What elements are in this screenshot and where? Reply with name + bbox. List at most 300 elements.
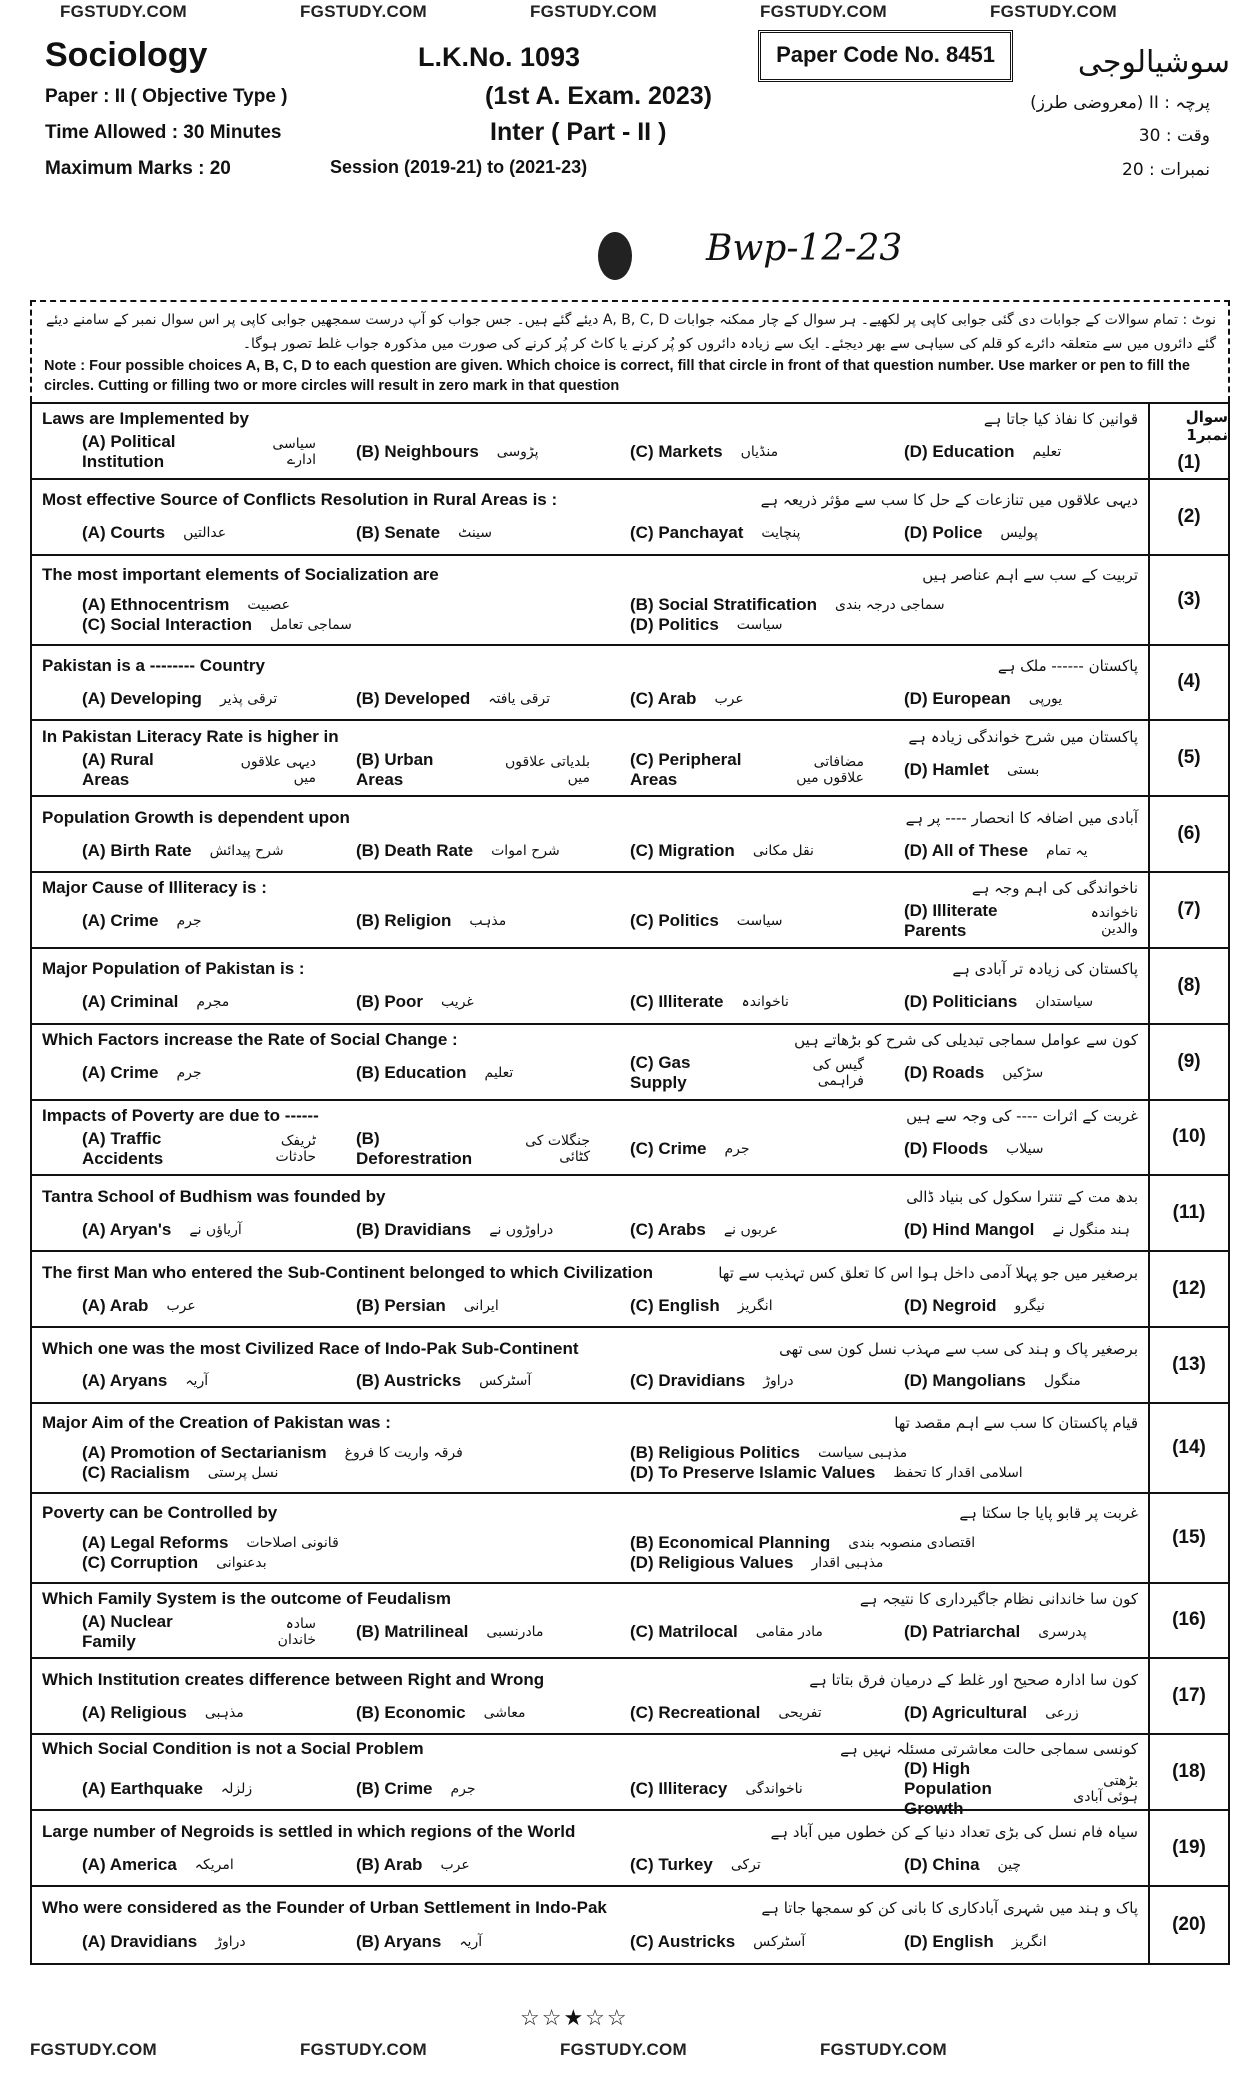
- option-label-urdu: مذہبی اقدار: [811, 1554, 884, 1571]
- option-label: (D) Religious Values: [630, 1552, 794, 1572]
- option-c: [590, 523, 864, 543]
- question-line: [42, 1263, 1138, 1283]
- question-line: [42, 1106, 1138, 1126]
- option-label: (A) Rural Areas: [82, 749, 154, 789]
- question-number: (11): [1172, 1202, 1206, 1224]
- option-b: [316, 1703, 590, 1723]
- question-text-urdu: غربت پر قابو پایا جا سکتا ہے: [959, 1503, 1138, 1522]
- option-label: (C) Illiteracy: [630, 1779, 728, 1799]
- option-label: (A) Crime: [82, 1063, 159, 1083]
- question-text-urdu: بدھ مت کے تنترا سکول کی بنیاد ڈالی: [906, 1187, 1138, 1206]
- option-label: (D) To Preserve Islamic Values: [630, 1462, 876, 1482]
- urdu-marks: نمبرات : 20: [1122, 160, 1210, 180]
- option-label: (C) Social Interaction: [82, 614, 253, 634]
- question-number-cell: [1148, 556, 1228, 644]
- option-a: [42, 1932, 316, 1952]
- option-label-urdu: عرب: [714, 690, 744, 707]
- question-number-cell: [1148, 797, 1228, 871]
- option-label-urdu: سیاست: [736, 616, 783, 633]
- question-number: (18): [1172, 1761, 1206, 1783]
- question-text-english: Which Factors increase the Rate of Social Change :: [42, 1030, 458, 1050]
- question-number: (19): [1172, 1837, 1206, 1859]
- question-body: [32, 1252, 1148, 1326]
- option-label: (B) Economic: [356, 1702, 466, 1722]
- option-c: [590, 1759, 864, 1819]
- option-label: (D) Agricultural: [904, 1702, 1028, 1722]
- lk-number: L.K.No. 1093: [418, 42, 581, 72]
- option-label-urdu: عربوں نے: [723, 1221, 778, 1238]
- options-group: [42, 1371, 1138, 1391]
- option-a: [42, 1703, 316, 1723]
- options-group: [42, 1612, 1138, 1652]
- option-a: [42, 1443, 590, 1463]
- option-a: [42, 1220, 316, 1240]
- question-body: [32, 1494, 1148, 1582]
- question-number-cell: [1148, 1176, 1228, 1250]
- option-label-urdu: چین: [997, 1856, 1022, 1873]
- option-a: [42, 689, 316, 709]
- option-label-urdu: سیاستدان: [1035, 994, 1094, 1011]
- option-label: (B) Crime: [356, 1779, 433, 1799]
- option-label-urdu: بستی: [1007, 761, 1040, 778]
- option-b: [316, 901, 590, 941]
- session: Session (2019-21) to (2021-23): [330, 157, 588, 177]
- options-group: [42, 689, 1138, 709]
- option-label: (D) Politicians: [904, 992, 1018, 1012]
- option-label-urdu: پنچایت: [761, 525, 801, 542]
- option-d: [864, 1703, 1138, 1723]
- option-b: [316, 1612, 590, 1652]
- note-english: Note : Four possible choices A, B, C, D to each question are given. Which choice is correct, fill that circle in front of that question number. Use marker or pen to fill the circles. Cutting or filling two or more circles will result in zero mark in that question: [44, 358, 1190, 394]
- question-text-urdu: سیاہ فام نسل کی بڑی تعداد دنیا کے کن خطوں میں آباد ہے: [770, 1822, 1138, 1841]
- option-label: (B) Aryans: [356, 1931, 442, 1951]
- option-label-urdu: بڑھتی ہوئی آبادی: [1073, 1773, 1138, 1806]
- option-b: [316, 1296, 590, 1316]
- option-a: [42, 1371, 316, 1391]
- option-label: (C) Turkey: [630, 1854, 713, 1874]
- option-label: (C) English: [630, 1295, 720, 1315]
- option-label-urdu: امریکہ: [194, 1856, 234, 1873]
- question-number: (14): [1172, 1436, 1206, 1458]
- question-row: [32, 404, 1228, 480]
- question-body: [32, 1328, 1148, 1402]
- option-label-urdu: سینٹ: [458, 525, 493, 542]
- option-label: (A) Aryan's: [82, 1219, 172, 1239]
- option-label-urdu: منگول: [1043, 1373, 1081, 1390]
- subject-title: Sociology: [45, 36, 208, 74]
- option-d: [864, 1371, 1138, 1391]
- option-c: [590, 1855, 864, 1875]
- paper-code: Paper Code No. 8451: [758, 30, 1013, 82]
- option-label: (D) Mangolians: [904, 1371, 1026, 1391]
- option-d: [864, 1220, 1138, 1240]
- question-line: [42, 409, 1138, 429]
- option-b: [316, 689, 590, 709]
- question-number-cell: [1148, 949, 1228, 1023]
- question-line: [42, 1339, 1138, 1359]
- question-number: (15): [1172, 1526, 1206, 1548]
- option-label-urdu: ناخواندگی: [745, 1781, 803, 1798]
- question-body: [32, 873, 1148, 947]
- option-label-urdu: ترکی: [730, 1856, 761, 1873]
- option-label: (C) Corruption: [82, 1552, 199, 1572]
- question-text-english: Which Institution creates difference between Right and Wrong: [42, 1669, 545, 1689]
- paper-info: Paper : II ( Objective Type ): [45, 86, 288, 107]
- option-label: (C) Dravidians: [630, 1371, 746, 1391]
- option-label-urdu: ناخواندہ والدین: [1090, 905, 1138, 938]
- option-label-urdu: پدرسری: [1038, 1623, 1087, 1640]
- option-label: (C) Recreational: [630, 1702, 761, 1722]
- option-label: (B) Senate: [356, 523, 441, 543]
- option-label-urdu: آسٹرکس: [753, 1933, 806, 1950]
- option-b: [316, 841, 590, 861]
- option-label: (A) Ethnocentrism: [82, 594, 230, 614]
- question-number: (1): [1177, 451, 1201, 473]
- question-text-english: Large number of Negroids is settled in which regions of the World: [42, 1821, 576, 1841]
- option-label: (C) Crime: [630, 1138, 707, 1158]
- question-text-english: Poverty can be Controlled by: [42, 1502, 278, 1522]
- option-label: (D) Politics: [630, 614, 719, 634]
- option-label: (D) High Population Growth: [904, 1759, 992, 1819]
- option-b: [316, 1759, 590, 1819]
- watermark: FGSTUDY.COM: [760, 2, 888, 21]
- option-b: [590, 595, 1138, 615]
- option-c: [590, 1932, 864, 1952]
- watermark: FGSTUDY.COM: [300, 2, 428, 21]
- option-d: [864, 841, 1138, 861]
- option-label: (A) Birth Rate: [82, 840, 192, 860]
- question-number: (13): [1172, 1354, 1206, 1376]
- option-label-urdu: زلزلہ: [220, 1781, 253, 1798]
- options-group: [42, 992, 1138, 1012]
- question-number-cell: [1148, 1404, 1228, 1492]
- option-label-urdu: انگریز: [1011, 1933, 1047, 1950]
- option-a: [42, 1612, 316, 1652]
- option-label: (B) Poor: [356, 992, 424, 1012]
- option-label-urdu: دراوڑوں نے: [489, 1221, 554, 1238]
- question-row: [32, 646, 1228, 722]
- question-number-cell: [1148, 1252, 1228, 1326]
- options-group: [42, 1053, 1138, 1093]
- option-label: (B) Developed: [356, 688, 471, 708]
- options-group: [42, 1220, 1138, 1240]
- option-label: (B) Persian: [356, 1295, 446, 1315]
- option-label: (A) Courts: [82, 523, 166, 543]
- question-body: [32, 1584, 1148, 1658]
- option-d: [864, 689, 1138, 709]
- question-text-english: The first Man who entered the Sub-Continent belonged to which Civilization: [42, 1262, 654, 1282]
- question-body: [32, 480, 1148, 554]
- question-row: [32, 873, 1228, 949]
- option-label: (B) Economical Planning: [630, 1532, 831, 1552]
- option-label-urdu: سیلاب: [1006, 1140, 1044, 1157]
- option-c: [590, 689, 864, 709]
- option-a: [42, 1296, 316, 1316]
- option-d: [864, 1612, 1138, 1652]
- option-label-urdu: غریب: [441, 994, 474, 1011]
- option-label: (C) Matrilocal: [630, 1621, 738, 1641]
- instructions-note: [30, 300, 1230, 402]
- option-c: [42, 615, 590, 635]
- question-text-english: Which Social Condition is not a Social Problem: [42, 1739, 424, 1759]
- option-label-urdu: سادہ خاندان: [277, 1615, 316, 1648]
- question-row: [32, 1811, 1228, 1887]
- time-allowed: Time Allowed : 30 Minutes: [45, 122, 282, 143]
- question-number-cell: [1148, 1659, 1228, 1733]
- question-text-english: In Pakistan Literacy Rate is higher in: [42, 726, 339, 746]
- option-b: [316, 1220, 590, 1240]
- option-label-urdu: معاشی: [483, 1704, 526, 1721]
- option-d: [864, 1053, 1138, 1093]
- handwritten-code: Bwp-12-23: [706, 228, 903, 269]
- question-text-urdu: پاکستان کی زیادہ تر آبادی ہے: [952, 960, 1138, 979]
- option-label-urdu: ٹریفک حادثات: [275, 1132, 316, 1165]
- question-body: [32, 1404, 1148, 1492]
- question-text-urdu: کون سے عوامل سماجی تبدیلی کی شرح کو بڑھاتے ہیں: [794, 1031, 1138, 1050]
- question-line: [42, 959, 1138, 979]
- question-row: [32, 1025, 1228, 1101]
- option-label: (B) Religion: [356, 911, 452, 931]
- question-number-cell: [1148, 873, 1228, 947]
- question-row: [32, 797, 1228, 873]
- option-d: [864, 1855, 1138, 1875]
- options-group: [42, 595, 1138, 635]
- option-a: [42, 992, 316, 1012]
- question-text-english: Which one was the most Civilized Race of Indo-Pak Sub-Continent: [42, 1338, 579, 1358]
- question-body: [32, 1101, 1148, 1175]
- option-label-urdu: مادر مقامی: [755, 1623, 823, 1640]
- question-text-urdu: غربت کے اثرات ---- کی وجہ سے ہیں: [906, 1107, 1138, 1126]
- question-text-english: Most effective Source of Conflicts Resolution in Rural Areas is :: [42, 490, 558, 510]
- option-c: [590, 1612, 864, 1652]
- option-a: [42, 841, 316, 861]
- question-body: [32, 797, 1148, 871]
- option-label-urdu: مضافاتی علاقوں میں: [796, 753, 864, 786]
- option-label: (D) Police: [904, 523, 983, 543]
- option-label-urdu: جنگلات کی کٹائی: [525, 1132, 590, 1165]
- option-label: (C) Peripheral Areas: [630, 749, 742, 789]
- option-a: [42, 523, 316, 543]
- option-label: (D) Patriarchal: [904, 1621, 1021, 1641]
- option-label-urdu: مجرم: [196, 994, 230, 1011]
- question-row: [32, 949, 1228, 1025]
- option-d: [864, 1296, 1138, 1316]
- option-label-urdu: تفریحی: [778, 1704, 822, 1721]
- question-body: [32, 1811, 1148, 1885]
- question-number: (16): [1172, 1609, 1206, 1631]
- option-label-urdu: نسل پرستی: [207, 1464, 279, 1481]
- option-label-urdu: جرم: [724, 1140, 750, 1157]
- question-number-cell: [1148, 1811, 1228, 1885]
- option-c: [42, 1553, 590, 1573]
- option-label-urdu: آریہ: [185, 1373, 209, 1390]
- question-text-english: Laws are Implemented by: [42, 409, 249, 429]
- board-seal-logo: [598, 232, 632, 280]
- question-line: [42, 1503, 1138, 1523]
- question-line: [42, 878, 1138, 898]
- option-label-urdu: عرب: [440, 1856, 470, 1873]
- option-d: [864, 432, 1138, 472]
- question-text-urdu: دیہی علاقوں میں تنازعات کے حل کا سب سے مؤثر ذریعہ ہے: [760, 491, 1138, 510]
- question-text-urdu: قوانین کا نفاذ کیا جاتا ہے: [983, 410, 1138, 429]
- question-number: (10): [1172, 1126, 1206, 1148]
- option-label: (D) Illiterate Parents: [904, 901, 998, 941]
- question-text-urdu: پاکستان ------ ملک ہے: [997, 656, 1138, 675]
- option-label: (B) Social Stratification: [630, 594, 818, 614]
- option-c: [590, 1053, 864, 1093]
- question-text-urdu: کون سا خاندانی نظام جاگیرداری کا نتیجہ ہے: [859, 1590, 1138, 1609]
- option-label-urdu: شرح اموات: [491, 842, 560, 859]
- urdu-subject-title: سوشیالوجی: [1077, 45, 1230, 80]
- option-label: (C) Politics: [630, 911, 719, 931]
- question-text-urdu: آبادی میں اضافہ کا انحصار ---- پر ہے: [905, 808, 1138, 827]
- paper-header: [0, 0, 1250, 300]
- options-group: [42, 1443, 1138, 1483]
- options-group: [42, 1932, 1138, 1952]
- option-label-urdu: یورپی: [1028, 690, 1063, 707]
- option-a: [42, 1533, 590, 1553]
- question-line: [42, 1030, 1138, 1050]
- question-body: [32, 949, 1148, 1023]
- question-line: [42, 656, 1138, 676]
- question-text-urdu: برصغیر پاک و ہند کی سب سے مہذب نسل کون سی تھی: [779, 1339, 1138, 1358]
- question-number-cell: [1148, 646, 1228, 720]
- question-line: [42, 565, 1138, 585]
- question-number: (2): [1177, 505, 1201, 527]
- option-d: [590, 1463, 1138, 1483]
- watermark: FGSTUDY.COM: [60, 2, 188, 21]
- options-group: [42, 1759, 1138, 1819]
- class-title: Inter ( Part - II ): [490, 118, 667, 146]
- option-a: [42, 901, 316, 941]
- option-label: (B) Arab: [356, 1854, 423, 1874]
- option-label: (A) Crime: [82, 911, 159, 931]
- option-c: [590, 1371, 864, 1391]
- option-label: (B) Religious Politics: [630, 1442, 801, 1462]
- option-a: [42, 432, 316, 472]
- options-group: [42, 901, 1138, 941]
- question-number: (5): [1177, 747, 1201, 769]
- option-label: (D) Hind Mangol: [904, 1219, 1035, 1239]
- option-label-urdu: بلدیاتی علاقوں میں: [505, 753, 590, 786]
- question-number-cell: [1148, 1584, 1228, 1658]
- question-row: [32, 1252, 1228, 1328]
- question-text-urdu: کون سا ادارہ صحیح اور غلط کے درمیان فرق بتاتا ہے: [809, 1670, 1138, 1689]
- option-label: (D) Floods: [904, 1138, 989, 1158]
- watermark: FGSTUDY.COM: [300, 2040, 428, 2059]
- option-label: (A) Developing: [82, 688, 202, 708]
- option-d: [864, 1759, 1138, 1819]
- option-label-urdu: پڑوسی: [496, 444, 539, 461]
- question-number-cell: [1148, 1328, 1228, 1402]
- option-label-urdu: جرم: [450, 1781, 476, 1798]
- watermark: FGSTUDY.COM: [560, 2040, 688, 2059]
- question-number: (6): [1177, 823, 1201, 845]
- option-label: (A) Criminal: [82, 992, 179, 1012]
- option-d: [590, 1553, 1138, 1573]
- option-label-urdu: اقتصادی منصوبہ بندی: [848, 1534, 976, 1551]
- end-stars: ☆☆★☆☆: [520, 2005, 629, 2030]
- question-text-english: Who were considered as the Founder of Urban Settlement in Indo-Pak: [42, 1898, 607, 1918]
- option-label-urdu: مذہبی: [204, 1704, 244, 1721]
- option-label: (C) Arab: [630, 688, 697, 708]
- option-label: (A) Nuclear Family: [82, 1611, 173, 1651]
- question-text-english: Population Growth is dependent upon: [42, 807, 350, 827]
- option-c: [590, 1129, 864, 1169]
- question-row: [32, 556, 1228, 646]
- question-number: (9): [1177, 1050, 1201, 1072]
- note-urdu: نوٹ : تمام سوالات کے جوابات دی گئی جوابی کاپی پر لکھیے۔ ہر سوال کے چار ممکنہ جوابات A, B, C, D دیئے گئے ہیں۔ جس جواب کو آپ درست سمجھیں جوابی کاپی پر اس سوال نمبر کے سامنے دیئے گئے دائروں میں سے متعلقہ دائرے کو قلم کی سیاہی سے بھر دیجئے۔ ایک سے زیادہ دائروں کو پُر کرنے یا کاٹ کر پُر کرنے کی صورت میں مذکورہ جواب غلط تصور ہوگا۔: [45, 312, 1216, 352]
- urdu-time: وقت : 30: [1138, 126, 1210, 146]
- question-line: [42, 490, 1138, 510]
- question-number: (4): [1177, 671, 1201, 693]
- question-text-english: Major Population of Pakistan is :: [42, 959, 305, 979]
- question-text-urdu: برصغیر میں جو پہلا آدمی داخل ہوا اس کا تعلق کس تہذیب سے تھا: [718, 1263, 1138, 1282]
- question-row: [32, 1494, 1228, 1584]
- question-body: [32, 404, 1148, 478]
- question-line: [42, 1822, 1138, 1842]
- options-group: [42, 1296, 1138, 1316]
- option-label-urdu: ہند منگول نے: [1052, 1221, 1130, 1238]
- option-label: (B) Matrilineal: [356, 1621, 469, 1641]
- question-line: [42, 1898, 1138, 1918]
- watermark: FGSTUDY.COM: [820, 2040, 948, 2059]
- question-line: [42, 727, 1138, 747]
- question-row: [32, 721, 1228, 797]
- option-a: [42, 1759, 316, 1819]
- option-label-urdu: سماجی تعامل: [270, 616, 352, 633]
- question-text-english: Major Aim of the Creation of Pakistan was :: [42, 1412, 391, 1432]
- option-label-urdu: مذہبی سیاست: [818, 1444, 908, 1461]
- option-label: (A) America: [82, 1854, 177, 1874]
- option-label: (A) Political Institution: [82, 432, 176, 472]
- option-label-urdu: عدالتیں: [183, 525, 227, 542]
- option-label-urdu: آسٹرکس: [479, 1373, 532, 1390]
- question-row: [32, 1176, 1228, 1252]
- option-label-urdu: قانونی اصلاحات: [246, 1534, 339, 1551]
- option-label: (A) Promotion of Sectarianism: [82, 1442, 327, 1462]
- question-number-cell: [1148, 1025, 1228, 1099]
- question-text-english: Impacts of Poverty are due to ------: [42, 1106, 319, 1126]
- options-group: [42, 432, 1138, 472]
- option-label: (C) Racialism: [82, 1462, 190, 1482]
- option-label-urdu: یہ تمام: [1046, 842, 1088, 859]
- question-number: (20): [1172, 1914, 1206, 1936]
- question-text-urdu: تربیت کے سب سے اہم عناصر ہیں: [922, 565, 1138, 584]
- option-c: [590, 1296, 864, 1316]
- option-label-urdu: آریاؤں نے: [189, 1221, 242, 1238]
- option-c: [590, 992, 864, 1012]
- question-body: [32, 721, 1148, 795]
- question-text-english: Major Cause of Illiteracy is :: [42, 878, 267, 898]
- option-b: [316, 992, 590, 1012]
- question-text-english: Tantra School of Budhism was founded by: [42, 1186, 386, 1206]
- question-text-urdu: ناخواندگی کی اہم وجہ ہے: [971, 879, 1138, 898]
- option-label-urdu: ناخواندہ: [741, 994, 789, 1011]
- option-label: (D) Roads: [904, 1063, 985, 1083]
- option-label-urdu: مذہب: [469, 913, 507, 930]
- option-label-urdu: تعلیم: [1032, 444, 1062, 461]
- option-c: [590, 901, 864, 941]
- option-label-urdu: دراوڑ: [215, 1933, 246, 1950]
- question-line: [42, 1670, 1138, 1690]
- question-text-urdu: قیام پاکستان کا سب سے اہم مقصد تھا: [894, 1413, 1138, 1432]
- option-label: (B) Education: [356, 1063, 467, 1083]
- option-label-urdu: سماجی درجہ بندی: [835, 596, 945, 613]
- option-label: (D) European: [904, 688, 1011, 708]
- option-d: [864, 901, 1138, 941]
- option-label: (A) Earthquake: [82, 1779, 203, 1799]
